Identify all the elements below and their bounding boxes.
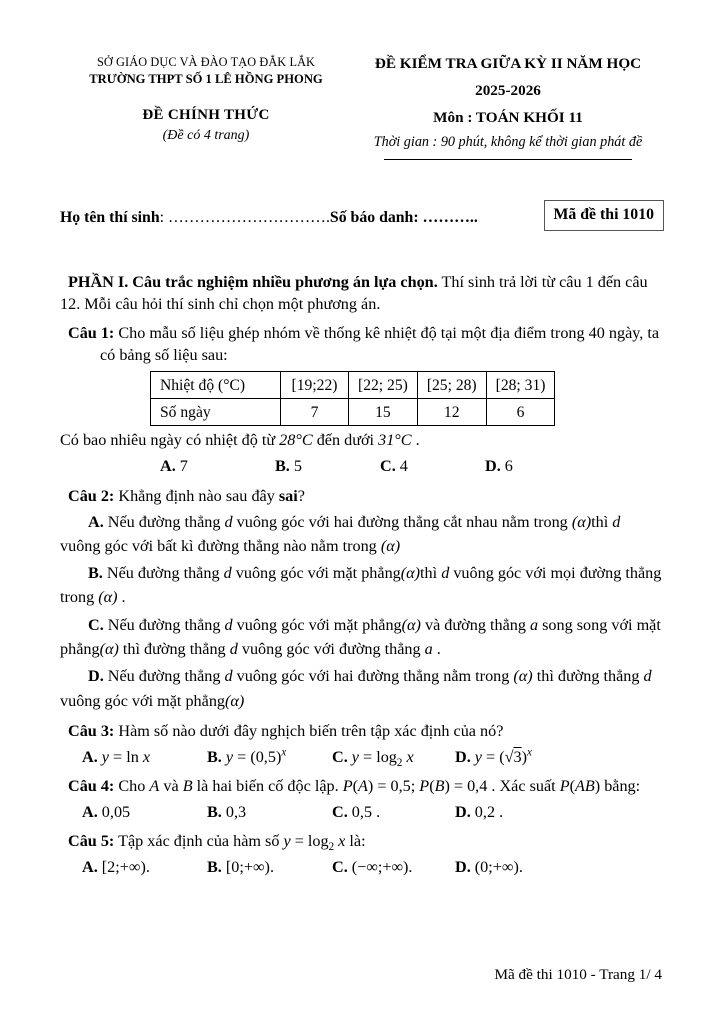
header-left-block — [60, 50, 352, 145]
question-1-options — [60, 455, 664, 477]
student-name-label: Họ tên thí sinh — [60, 208, 160, 226]
q4-option-b — [207, 801, 332, 823]
table-cell: 15 — [349, 399, 418, 426]
question-3-statement — [60, 720, 664, 742]
option-value: $y = (√3)^x$ — [474, 746, 532, 766]
option-value: $y = \log_2 x$ — [351, 747, 414, 770]
table-cell: [28; 31) — [486, 372, 555, 399]
exam-subject: Môn : TOÁN KHỐI 11 — [433, 109, 583, 127]
option-label: A. — [160, 457, 176, 476]
q1-frequency-table — [150, 371, 555, 426]
option-label: C. — [380, 457, 396, 476]
question-4-options — [60, 801, 664, 823]
part1-heading: PHẦN I. Câu trắc nghiệm nhiều phương án lựa chọn. Thí sinh trả lời từ câu 1 đến câu 12. Mỗi câu hỏi thí sinh chỉ chọn một phương án. — [60, 273, 648, 314]
question-1-number: Câu 1: — [68, 324, 115, 343]
question-5-number: Câu 5: — [68, 832, 115, 851]
option-label: A. — [82, 803, 98, 822]
option-value: [2;+∞). — [97, 858, 150, 877]
option-value: 7 — [175, 457, 188, 476]
q4-option-c — [332, 801, 455, 823]
option-value: $y = (0,5)^x$ — [225, 746, 287, 766]
option-value: [0;+∞). — [221, 858, 274, 877]
option-value: (0;+∞). — [470, 858, 523, 877]
exam-title-line2: 2025-2026 — [475, 82, 541, 100]
q5-option-a — [82, 856, 207, 878]
q4-option-d — [455, 801, 503, 823]
pages-note: (Đề có 4 trang) — [162, 128, 250, 144]
option-label: B. — [207, 858, 222, 877]
option-value: (−∞;+∞). — [347, 858, 413, 877]
question-4-number: Câu 4: — [68, 776, 115, 795]
table-cell: 12 — [417, 399, 486, 426]
option-value: 0,05 — [97, 803, 131, 822]
option-value: 5 — [289, 457, 302, 476]
table-cell: 6 — [486, 399, 555, 426]
exam-type-label: ĐỀ CHÍNH THỨC — [142, 106, 270, 123]
student-info-row — [60, 200, 664, 231]
option-label: B. — [207, 803, 222, 822]
option-value: 0,3 — [221, 803, 247, 822]
table-cell: Nhiệt độ (°C) — [151, 372, 281, 399]
option-value: Nếu đường thẳng d vuông góc với hai đường thẳng nằm trong (α) thì đường thẳng d vuông góc với mặt phẳng(α) — [60, 667, 652, 710]
option-value: 4 — [395, 457, 408, 476]
option-value: Nếu đường thẳng d vuông góc với mặt phẳng(α) và đường thẳng a song song với mặt phẳng(α) thì đường thẳng d vuông góc với đường thẳng a . — [60, 615, 661, 659]
table-cell: Số ngày — [151, 399, 281, 426]
q1-option-d — [485, 455, 600, 477]
q3-option-c — [332, 746, 455, 768]
q2-option-b — [60, 561, 664, 610]
option-label: C. — [332, 858, 348, 877]
header-divider — [384, 159, 632, 160]
q2-option-a — [60, 510, 664, 559]
exam-body — [60, 271, 664, 878]
student-name-dots: : …………………………. — [159, 208, 330, 226]
option-label: B. — [207, 747, 222, 766]
option-label: B. — [88, 564, 103, 583]
question-3-number: Câu 3: — [68, 721, 115, 740]
option-label: D. — [455, 747, 471, 766]
student-id-label: Số báo danh: — [329, 208, 419, 226]
page-footer: Mã đề thi 1010 - Trang 1/ 4 — [494, 966, 662, 984]
student-info-line — [60, 200, 478, 228]
q5-option-d — [455, 856, 523, 878]
student-id-dots: ……….. — [418, 208, 478, 226]
exam-duration: Thời gian : 90 phút, không kể thời gian phát đề — [373, 134, 643, 151]
table-cell: [25; 28) — [417, 372, 486, 399]
option-value: Nếu đường thẳng d vuông góc với hai đường thẳng cắt nhau nằm trong (α)thì d vuông góc với bất kì đường thẳng nào nằm trong (α) — [60, 512, 621, 555]
option-label: C. — [332, 747, 348, 766]
table-cell: [22; 25) — [349, 372, 418, 399]
q4-option-a — [82, 801, 207, 823]
option-label: A. — [88, 512, 104, 531]
q3-option-a — [82, 746, 207, 768]
q1-option-c — [380, 455, 485, 477]
option-value: 0,5 . — [347, 803, 381, 822]
question-5-statement — [60, 830, 664, 852]
option-label: A. — [82, 858, 98, 877]
q5-option-c — [332, 856, 455, 878]
question-1-statement — [60, 322, 664, 366]
option-label: C. — [332, 803, 348, 822]
option-label: D. — [455, 858, 471, 877]
department-name: SỞ GIÁO DỤC VÀ ĐÀO TẠO ĐẮK LẮK — [96, 55, 316, 69]
question-5-text: Tập xác định của hàm số $y = \log_2 x$ là: — [114, 832, 366, 854]
q1-option-b — [275, 455, 380, 477]
q3-option-b — [207, 746, 332, 768]
table-row-header — [151, 372, 555, 399]
table-cell: 7 — [281, 399, 349, 426]
option-value: y = ln x — [101, 747, 151, 766]
option-label: B. — [275, 457, 290, 476]
question-2-text: Khẳng định nào sau đây sai? — [114, 486, 305, 505]
table-row-values — [151, 399, 555, 426]
option-value: 6 — [500, 457, 513, 476]
school-name: TRƯỜNG THPT SỐ 1 LÊ HỒNG PHONG — [89, 71, 323, 86]
option-value: Nếu đường thẳng d vuông góc với mặt phẳng(α)thì d vuông góc với mọi đường thẳng trong (α) . — [60, 564, 662, 607]
option-label: C. — [88, 615, 104, 634]
option-label: D. — [88, 667, 104, 686]
question-1-text: Cho mẫu số liệu ghép nhóm về thống kê nhiệt độ tại một địa điểm trong 40 ngày, ta có bảng số liệu sau: — [100, 324, 660, 365]
q2-option-d — [60, 664, 664, 713]
q3-option-d — [455, 746, 532, 768]
exam-title-line1: ĐỀ KIỂM TRA GIỮA KỲ II NĂM HỌC — [374, 55, 642, 72]
question-3-options — [60, 746, 664, 768]
option-label: D. — [455, 803, 471, 822]
question-2-statement — [60, 485, 664, 507]
option-value: 0,2 . — [470, 803, 504, 822]
exam-header — [60, 50, 664, 160]
question-4-text: Cho A và B là hai biến cố độc lập. P(A) = 0,5; P(B) = 0,4 . Xác suất P(AB) bằng: — [114, 776, 641, 795]
q1-option-a — [160, 455, 275, 477]
q5-option-b — [207, 856, 332, 878]
q2-option-c — [60, 613, 664, 662]
option-label: A. — [82, 747, 98, 766]
exam-code-box: Mã đề thi 1010 — [544, 200, 664, 231]
question-3-text: Hàm số nào dưới đây nghịch biến trên tập xác định của nó? — [114, 721, 504, 740]
table-cell: [19;22) — [281, 372, 349, 399]
question-2-number: Câu 2: — [68, 486, 115, 505]
header-right-block — [352, 50, 664, 160]
question-1-prompt: Có bao nhiêu ngày có nhiệt độ từ 28°C đến dưới 31°C . — [60, 431, 420, 450]
question-4-statement — [60, 775, 664, 797]
option-label: D. — [485, 457, 501, 476]
question-5-options — [60, 856, 664, 878]
